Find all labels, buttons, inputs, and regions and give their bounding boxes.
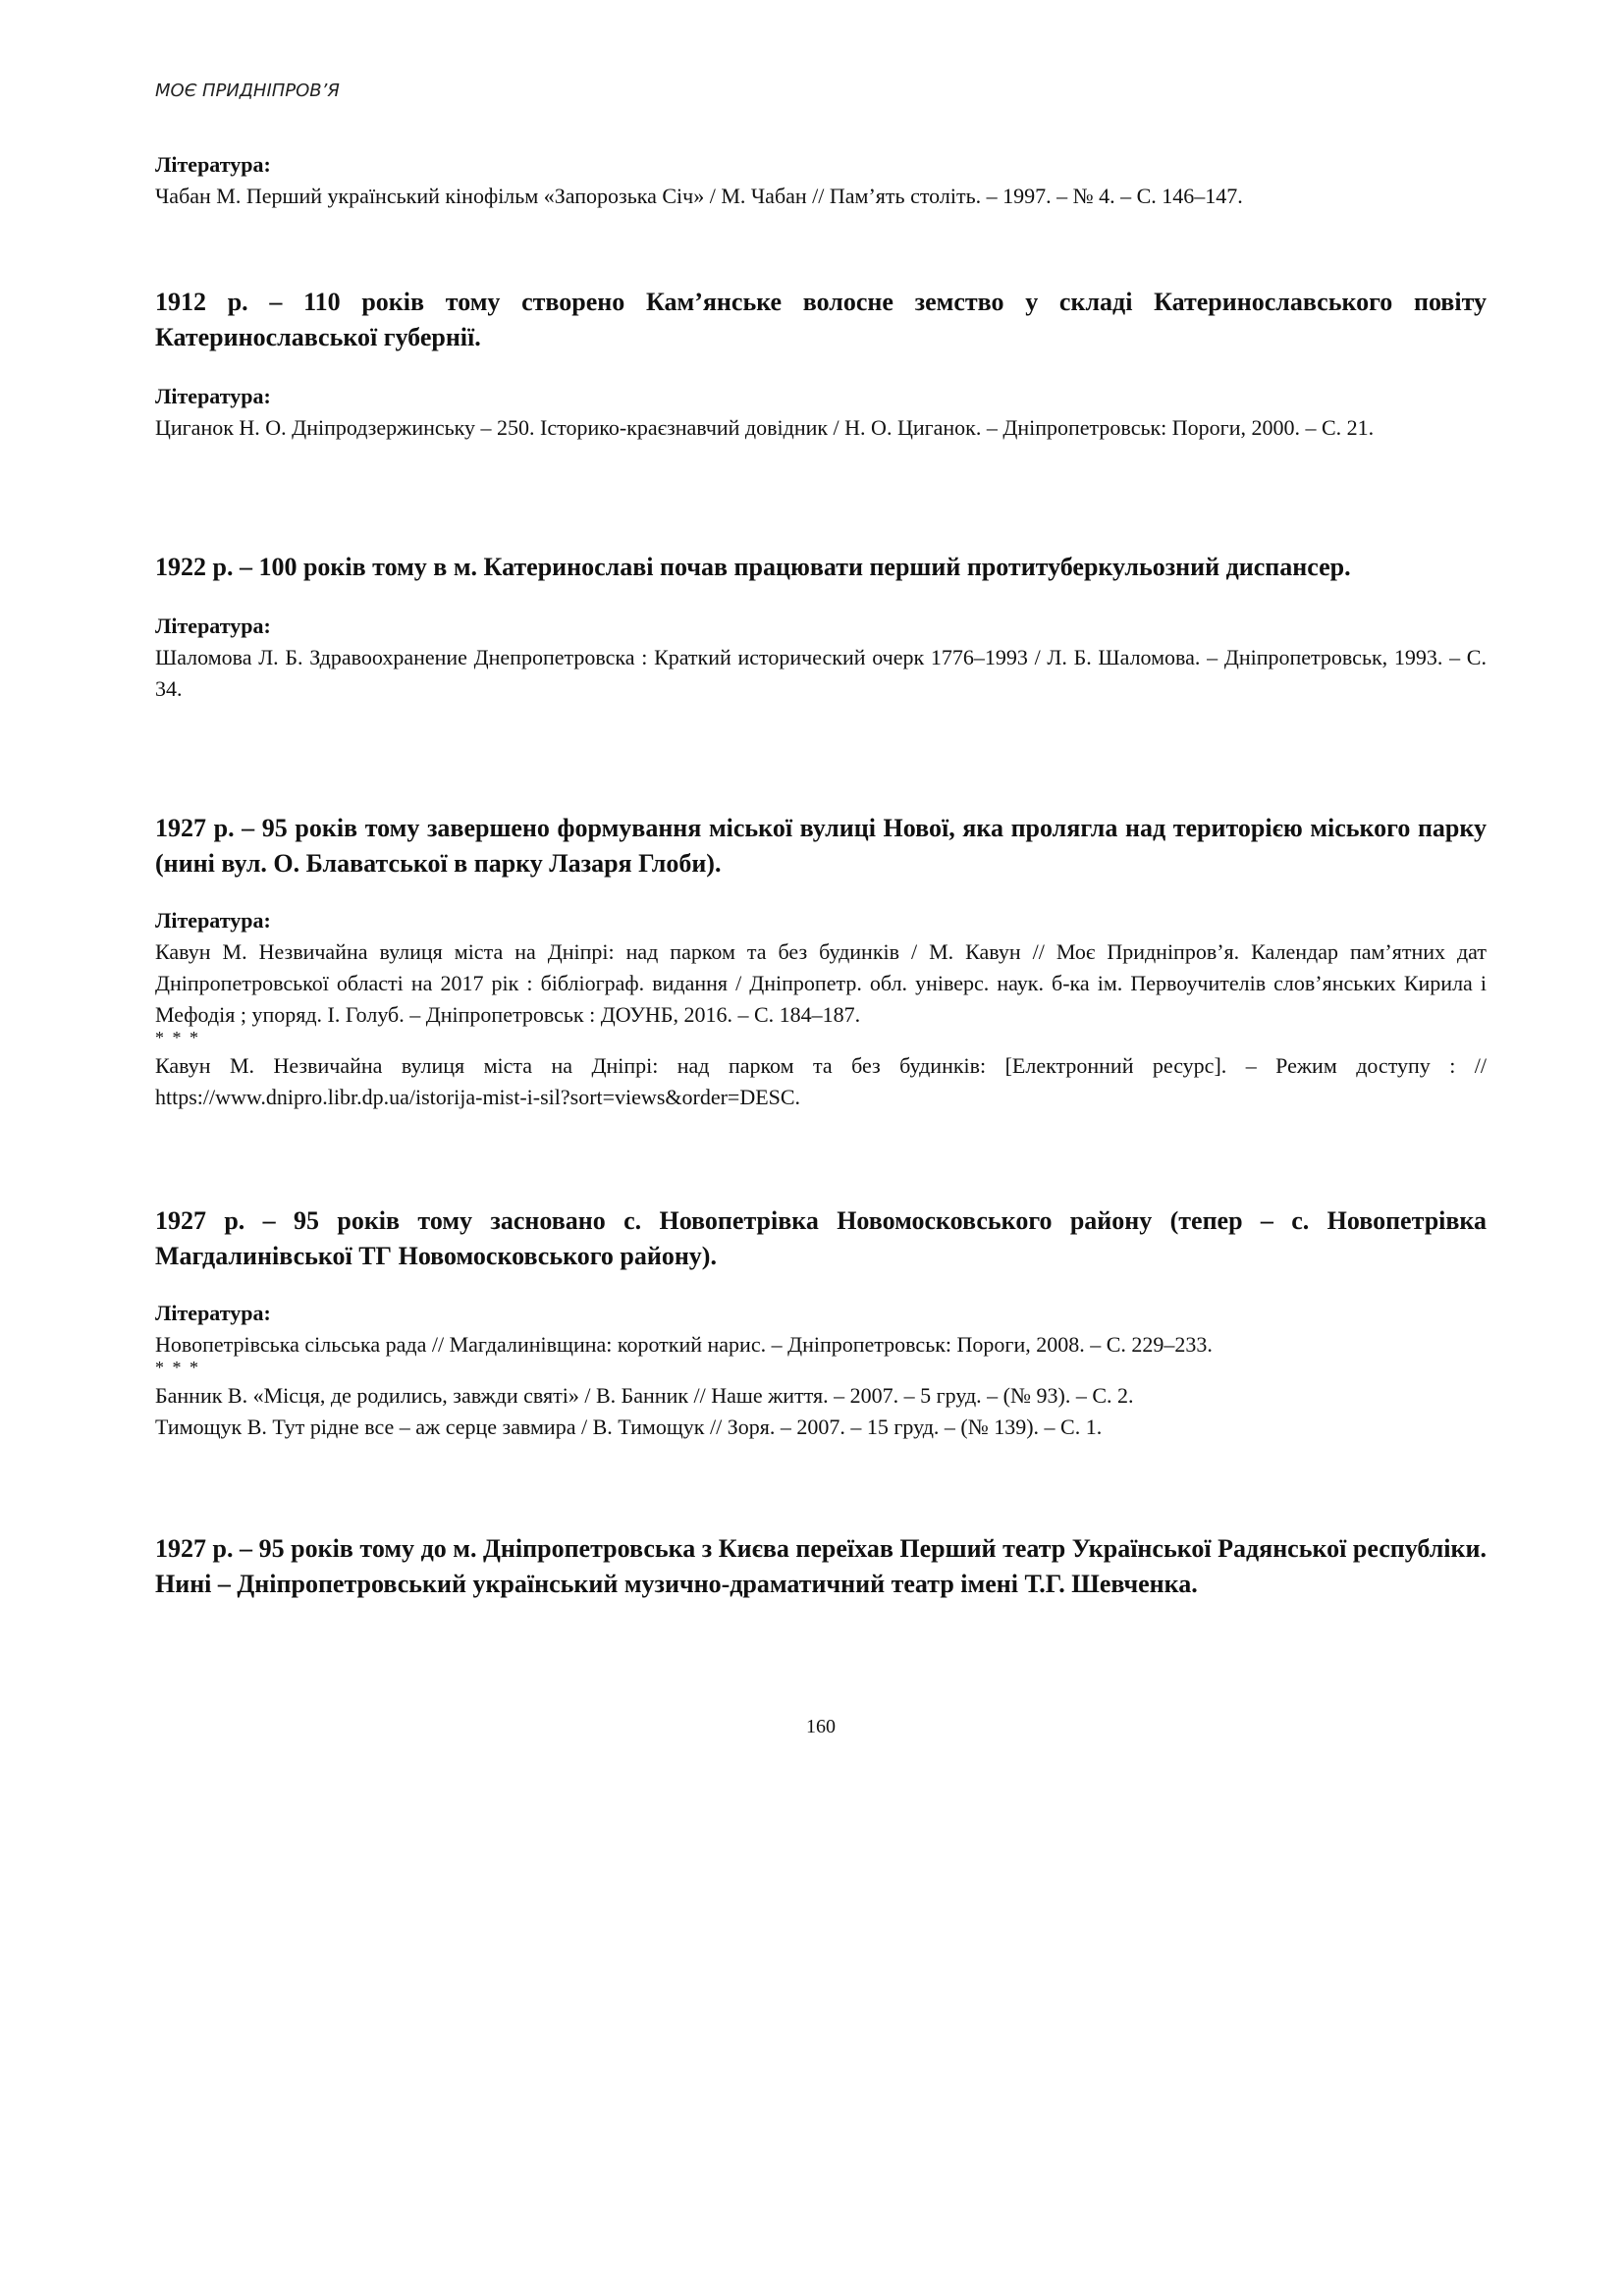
literature-entry: Новопетрівська сільська рада // Магдалинівщина: короткий нарис. – Дніпропетровськ: Пороги, 2008. – С. 229–233. <box>155 1332 1213 1357</box>
separator-stars: * * * <box>155 1028 200 1047</box>
literature-entry: Банник В. «Місця, де родились, завжди святі» / В. Банник // Наше життя. – 2007. – 5 груд. – (№ 93). – С. 2. <box>155 1383 1134 1408</box>
event-heading: 1922 р. – 100 років тому в м. Катеринославі почав працювати перший протитуберкульозний диспансер. <box>155 553 1351 581</box>
literature-label: Література: <box>155 384 271 408</box>
literature-entry: Чабан М. Перший український кінофільм «Запорозька Січ» / М. Чабан // Пам’ять століть. – 1997. – № 4. – С. 146–147. <box>155 184 1243 208</box>
literature-entry: Кавун М. Незвичайна вулиця міста на Дніпрі: над парком та без будинків: [Електронний ресурс]. – Режим доступу : // https://www.dnipro.libr.dp.ua/istorija-mist-i-sil?sort=views&order=DESC. <box>155 1053 1487 1109</box>
event-heading: 1927 р. – 95 років тому до м. Дніпропетровська з Києва переїхав Перший театр Української Радянської республіки. Нині – Дніпропетровський український музично-драматичний театр імені Т.Г. Шевченка. <box>155 1534 1487 1598</box>
literature-label: Література: <box>155 152 271 177</box>
event-section <box>155 1531 1487 1602</box>
event-heading: 1927 р. – 95 років тому засновано с. Новопетрівка Новомосковського району (тепер – с. Новопетрівка Магдалинівської ТГ Новомосковського району). <box>155 1206 1487 1270</box>
literature-entry: Тимощук В. Тут рідне все – аж серце завмира / В. Тимощук // Зоря. – 2007. – 15 груд. – (№ 139). – С. 1. <box>155 1415 1103 1439</box>
event-section <box>155 1203 1487 1443</box>
event-section <box>155 550 1487 705</box>
literature-entry: Циганок Н. О. Дніпродзержинську – 250. Історико-краєзнавчий довідник / Н. О. Циганок. – Дніпропетровськ: Пороги, 2000. – С. 21. <box>155 415 1375 440</box>
literature-label: Література: <box>155 908 271 933</box>
event-heading: 1927 р. – 95 років тому завершено формування міської вулиці Нової, яка пролягла над територією міського парку (нині вул. О. Блаватської в парку Лазаря Глоби). <box>155 814 1487 878</box>
literature-label: Література: <box>155 614 271 638</box>
event-section <box>155 811 1487 1113</box>
running-title: МОЄ ПРИДНІПРОВ’Я <box>155 80 340 101</box>
event-heading: 1912 р. – 110 років тому створено Кам’янське волосне земство у складі Катеринославського повіту Катеринославської губернії. <box>155 288 1487 351</box>
literature-entry: Кавун М. Незвичайна вулиця міста на Дніпрі: над парком та без будинків / М. Кавун // Моє Придніпров’я. Календар пам’ятних дат Дніпропетровської області на 2017 рік : бібліограф. видання / Дніпропетр. обл. універс. наук. б-ка ім. Первоучителів слов’янських Кирила і Мефодія ; упоряд. І. Голуб. – Дніпропетровськ : ДОУНБ, 2016. – С. 184–187. <box>155 939 1487 1027</box>
page-number: 160 <box>806 1716 836 1737</box>
intro-literature <box>155 149 1487 212</box>
literature-label: Література: <box>155 1301 271 1325</box>
event-section <box>155 285 1487 444</box>
literature-entry: Шаломова Л. Б. Здравоохранение Днепропетровска : Краткий исторический очерк 1776–1993 / Л. Б. Шаломова. – Дніпропетровськ, 1993. – С. 34. <box>155 645 1487 701</box>
separator-stars: * * * <box>155 1358 200 1377</box>
